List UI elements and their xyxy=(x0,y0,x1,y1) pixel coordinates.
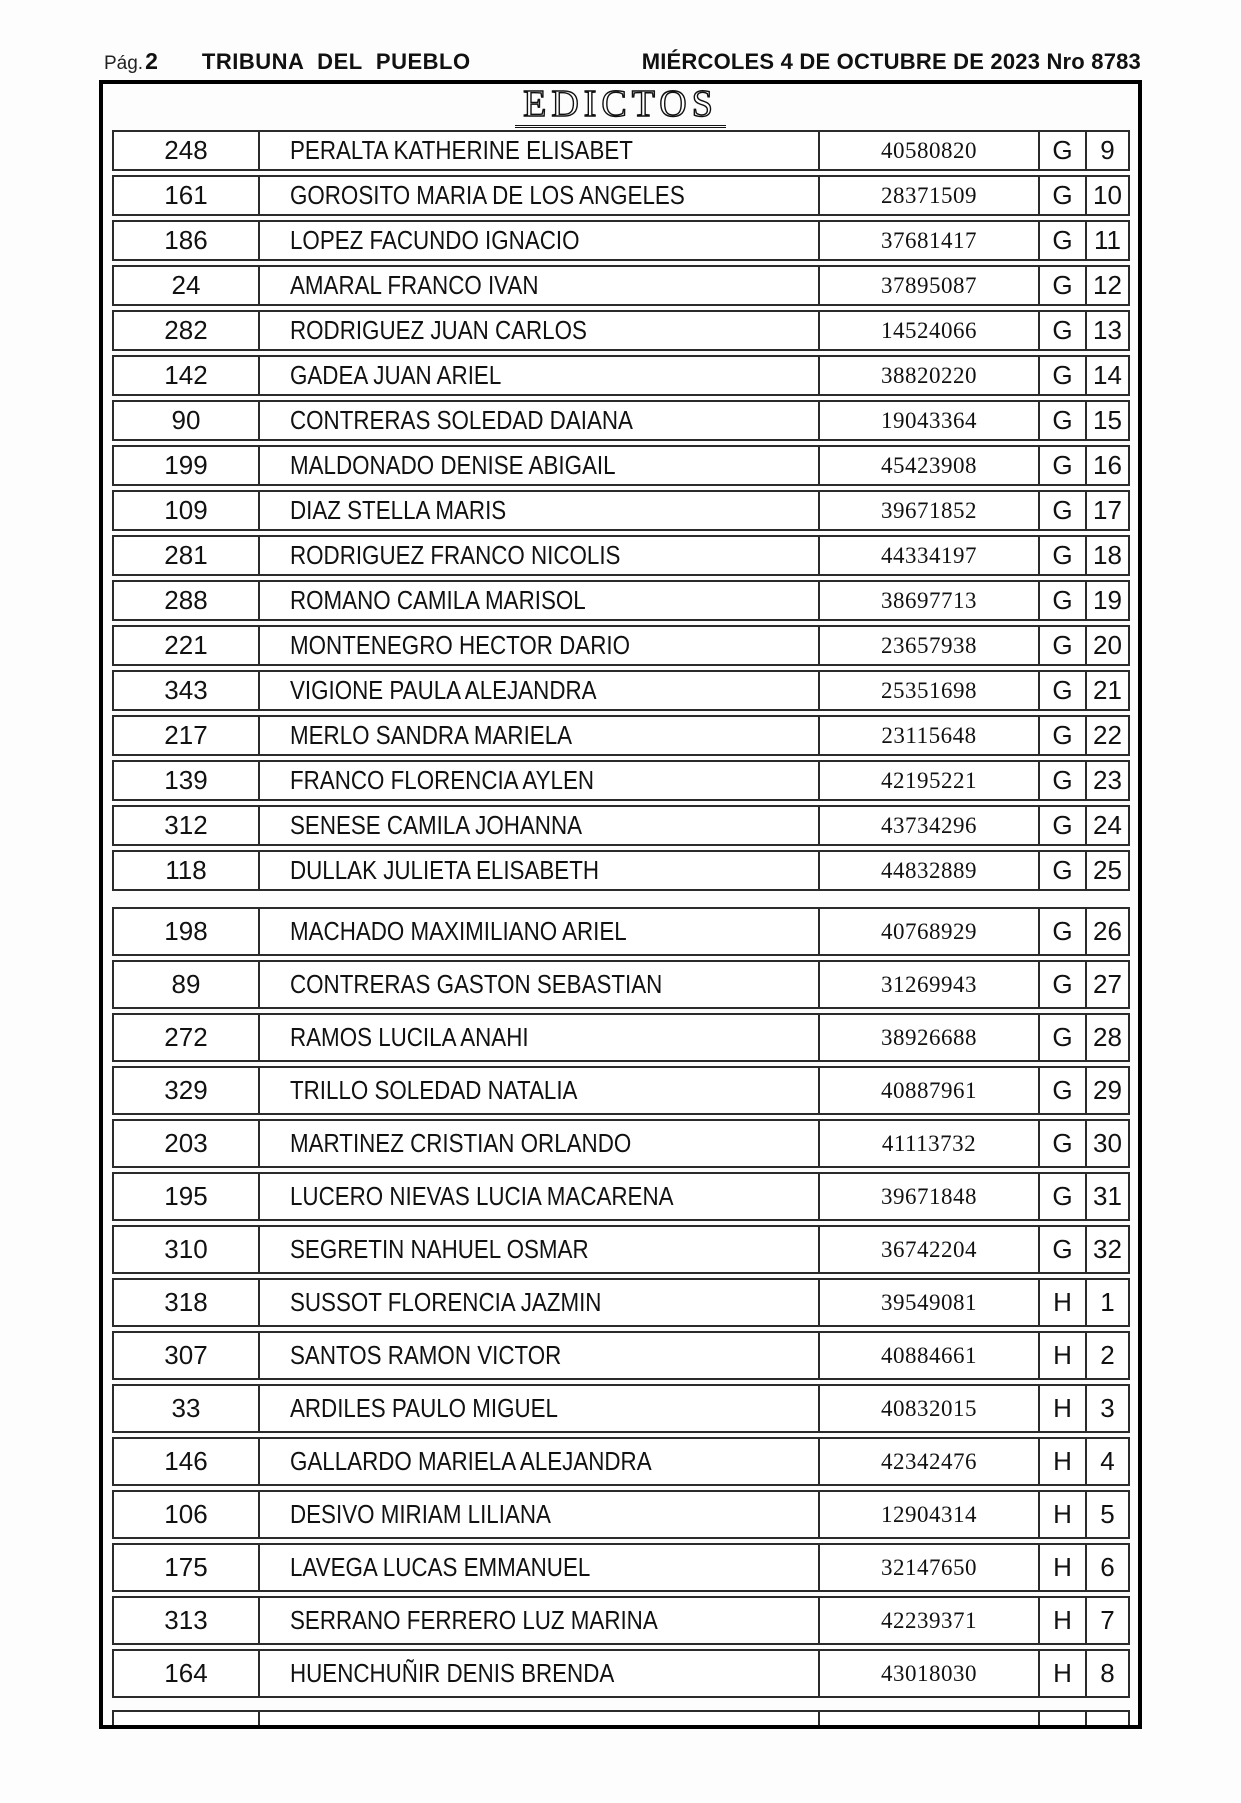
row-person-name-text: GALLARDO MARIELA ALEJANDRA xyxy=(290,1446,652,1476)
row-order-number: 106 xyxy=(114,1492,260,1537)
row-order-number: 312 xyxy=(114,807,260,844)
table-row xyxy=(112,1384,1130,1433)
row-dni-number: 38926688 xyxy=(820,1015,1040,1060)
row-seq-number: 30 xyxy=(1093,1128,1122,1158)
row-group-letter: G xyxy=(1040,402,1087,439)
row-person-name xyxy=(260,1121,820,1166)
row-seq-number: 26 xyxy=(1093,916,1122,946)
row-person-name xyxy=(260,312,820,349)
row-dni-number: 43734296 xyxy=(820,807,1040,844)
row-group-letter: G xyxy=(1040,1015,1087,1060)
page-label: Pág. xyxy=(104,53,144,74)
row-dni-number: 40884661 xyxy=(820,1333,1040,1378)
row-order-number xyxy=(114,1712,260,1729)
table-row xyxy=(112,1490,1130,1539)
row-group-letter: G xyxy=(1040,1121,1087,1166)
row-group-letter xyxy=(1040,1712,1087,1729)
row-order-number: 199 xyxy=(114,447,260,484)
row-order-number: 118 xyxy=(114,852,260,889)
row-seq-number: 15 xyxy=(1093,405,1122,435)
row-group-letter: G xyxy=(1040,177,1087,214)
page-number: 2 xyxy=(145,48,158,74)
table-row xyxy=(112,1066,1130,1115)
row-dni-number: 40832015 xyxy=(820,1386,1040,1431)
row-group-letter: H xyxy=(1040,1439,1087,1484)
row-dni-number: 36742204 xyxy=(820,1227,1040,1272)
row-seq-number xyxy=(1087,1712,1128,1729)
clipped-next-row xyxy=(112,1710,1130,1729)
row-person-name xyxy=(260,1712,820,1729)
row-order-number: 248 xyxy=(114,132,260,169)
row-person-name xyxy=(260,909,820,954)
section-title-wrap xyxy=(103,84,1138,130)
row-person-name-text: LOPEZ FACUNDO IGNACIO xyxy=(290,225,580,255)
row-group-letter: G xyxy=(1040,762,1087,799)
row-person-name xyxy=(260,537,820,574)
row-person-name-text: ROMANO CAMILA MARISOL xyxy=(290,585,586,615)
row-person-name xyxy=(260,1068,820,1113)
row-dni-number: 28371509 xyxy=(820,177,1040,214)
row-order-number: 198 xyxy=(114,909,260,954)
table-row xyxy=(112,175,1130,216)
row-person-name-text: DESIVO MIRIAM LILIANA xyxy=(290,1499,551,1529)
row-order-number: 146 xyxy=(114,1439,260,1484)
row-person-name xyxy=(260,627,820,664)
row-group-letter: G xyxy=(1040,1174,1087,1219)
row-order-number: 343 xyxy=(114,672,260,709)
row-seq-number: 24 xyxy=(1093,810,1122,840)
row-person-name-text: MACHADO MAXIMILIANO ARIEL xyxy=(290,916,627,946)
row-person-name-text: DULLAK JULIETA ELISABETH xyxy=(290,855,600,885)
row-order-number: 33 xyxy=(114,1386,260,1431)
row-group-letter: G xyxy=(1040,717,1087,754)
row-seq-number: 10 xyxy=(1093,180,1122,210)
row-person-name xyxy=(260,807,820,844)
table-row xyxy=(112,130,1130,171)
row-person-name xyxy=(260,357,820,394)
row-person-name xyxy=(260,1227,820,1272)
row-seq-number: 13 xyxy=(1093,315,1122,345)
row-person-name xyxy=(260,1598,820,1643)
edicts-table-top xyxy=(112,130,1130,891)
row-group-letter: H xyxy=(1040,1280,1087,1325)
row-person-name xyxy=(260,177,820,214)
row-order-number: 186 xyxy=(114,222,260,259)
row-seq-number: 16 xyxy=(1093,450,1122,480)
row-seq-number: 27 xyxy=(1093,969,1122,999)
row-seq-number: 12 xyxy=(1093,270,1122,300)
row-person-name xyxy=(260,1015,820,1060)
row-group-letter: G xyxy=(1040,447,1087,484)
table-row xyxy=(112,907,1130,956)
row-seq-number: 32 xyxy=(1093,1234,1122,1264)
row-seq-number: 14 xyxy=(1093,360,1122,390)
row-seq-number: 28 xyxy=(1093,1022,1122,1052)
table-row xyxy=(112,760,1130,801)
row-seq-number: 19 xyxy=(1093,585,1122,615)
row-order-number: 195 xyxy=(114,1174,260,1219)
row-person-name xyxy=(260,1333,820,1378)
row-dni-number: 38697713 xyxy=(820,582,1040,619)
row-seq-number: 21 xyxy=(1093,675,1122,705)
row-dni-number: 19043364 xyxy=(820,402,1040,439)
table-row xyxy=(112,490,1130,531)
row-seq-number: 29 xyxy=(1093,1075,1122,1105)
row-person-name-text: MERLO SANDRA MARIELA xyxy=(290,720,573,750)
row-seq-number: 7 xyxy=(1100,1605,1115,1635)
table-row xyxy=(112,1013,1130,1062)
row-person-name xyxy=(260,852,820,889)
row-dni-number: 39671848 xyxy=(820,1174,1040,1219)
row-person-name xyxy=(260,402,820,439)
table-row xyxy=(112,355,1130,396)
row-order-number: 217 xyxy=(114,717,260,754)
row-seq-number: 11 xyxy=(1094,225,1121,255)
row-person-name-text: VIGIONE PAULA ALEJANDRA xyxy=(290,675,597,705)
row-person-name xyxy=(260,1651,820,1696)
row-group-letter: G xyxy=(1040,357,1087,394)
row-dni-number xyxy=(820,1712,1040,1729)
table-row xyxy=(112,220,1130,261)
row-seq-number: 6 xyxy=(1100,1552,1115,1582)
row-dni-number: 45423908 xyxy=(820,447,1040,484)
row-person-name xyxy=(260,447,820,484)
row-dni-number: 44832889 xyxy=(820,852,1040,889)
row-person-name-text: SERRANO FERRERO LUZ MARINA xyxy=(290,1605,658,1635)
row-group-letter: H xyxy=(1040,1386,1087,1431)
row-person-name xyxy=(260,1174,820,1219)
row-dni-number: 12904314 xyxy=(820,1492,1040,1537)
row-person-name-text: ARDILES PAULO MIGUEL xyxy=(290,1393,558,1423)
row-order-number: 139 xyxy=(114,762,260,799)
row-person-name-text: AMARAL FRANCO IVAN xyxy=(290,270,539,300)
table-row xyxy=(112,310,1130,351)
row-person-name-text: SEGRETIN NAHUEL OSMAR xyxy=(290,1234,589,1264)
table-row xyxy=(112,960,1130,1009)
table-row xyxy=(112,535,1130,576)
row-dni-number: 44334197 xyxy=(820,537,1040,574)
row-dni-number: 23657938 xyxy=(820,627,1040,664)
row-person-name-text: CONTRERAS SOLEDAD DAIANA xyxy=(290,405,633,435)
row-order-number: 281 xyxy=(114,537,260,574)
row-person-name xyxy=(260,717,820,754)
row-person-name xyxy=(260,672,820,709)
row-dni-number: 31269943 xyxy=(820,962,1040,1007)
row-person-name xyxy=(260,492,820,529)
table-row xyxy=(112,670,1130,711)
row-person-name-text: SANTOS RAMON VICTOR xyxy=(290,1340,562,1370)
row-dni-number: 39671852 xyxy=(820,492,1040,529)
row-order-number: 282 xyxy=(114,312,260,349)
table-row xyxy=(112,1278,1130,1327)
row-dni-number: 40768929 xyxy=(820,909,1040,954)
row-seq-number: 9 xyxy=(1100,135,1115,165)
row-group-letter: G xyxy=(1040,962,1087,1007)
row-person-name-text: RODRIGUEZ FRANCO NICOLIS xyxy=(290,540,621,570)
table-row xyxy=(112,1596,1130,1645)
row-order-number: 142 xyxy=(114,357,260,394)
row-order-number: 164 xyxy=(114,1651,260,1696)
row-dni-number: 42239371 xyxy=(820,1598,1040,1643)
table-row xyxy=(112,850,1130,891)
row-seq-number: 4 xyxy=(1100,1446,1115,1476)
row-person-name-text: SENESE CAMILA JOHANNA xyxy=(290,810,583,840)
row-order-number: 161 xyxy=(114,177,260,214)
row-order-number: 288 xyxy=(114,582,260,619)
row-group-letter: H xyxy=(1040,1492,1087,1537)
row-group-letter: G xyxy=(1040,312,1087,349)
row-order-number: 318 xyxy=(114,1280,260,1325)
table-row xyxy=(112,265,1130,306)
row-dni-number: 37681417 xyxy=(820,222,1040,259)
row-dni-number: 40580820 xyxy=(820,132,1040,169)
row-group-letter: G xyxy=(1040,909,1087,954)
edicts-table-bottom xyxy=(112,907,1130,1729)
row-group-letter: G xyxy=(1040,807,1087,844)
row-seq-number: 2 xyxy=(1100,1340,1115,1370)
row-dni-number: 39549081 xyxy=(820,1280,1040,1325)
row-dni-number: 32147650 xyxy=(820,1545,1040,1590)
row-order-number: 272 xyxy=(114,1015,260,1060)
row-order-number: 175 xyxy=(114,1545,260,1590)
row-person-name-text: RAMOS LUCILA ANAHI xyxy=(290,1022,529,1052)
row-person-name xyxy=(260,1439,820,1484)
table-row xyxy=(112,1225,1130,1274)
row-person-name-text: GOROSITO MARIA DE LOS ANGELES xyxy=(290,180,685,210)
row-order-number: 89 xyxy=(114,962,260,1007)
row-group-letter: G xyxy=(1040,582,1087,619)
table-row xyxy=(112,580,1130,621)
row-person-name-text: PERALTA KATHERINE ELISABET xyxy=(290,135,633,165)
page-header-left xyxy=(104,48,471,75)
table-row xyxy=(112,1437,1130,1486)
row-person-name-text: DIAZ STELLA MARIS xyxy=(290,495,507,525)
row-order-number: 313 xyxy=(114,1598,260,1643)
table-row xyxy=(112,625,1130,666)
row-person-name-text: MONTENEGRO HECTOR DARIO xyxy=(290,630,630,660)
row-group-letter: G xyxy=(1040,672,1087,709)
row-person-name xyxy=(260,762,820,799)
row-seq-number: 31 xyxy=(1093,1181,1122,1211)
page-header xyxy=(104,48,1141,75)
row-seq-number: 22 xyxy=(1093,720,1122,750)
row-dni-number: 25351698 xyxy=(820,672,1040,709)
row-seq-number: 20 xyxy=(1093,630,1122,660)
row-person-name xyxy=(260,582,820,619)
row-group-letter: H xyxy=(1040,1651,1087,1696)
table-row xyxy=(112,805,1130,846)
row-person-name-text: MALDONADO DENISE ABIGAIL xyxy=(290,450,616,480)
row-dni-number: 14524066 xyxy=(820,312,1040,349)
row-dni-number: 42342476 xyxy=(820,1439,1040,1484)
row-dni-number: 43018030 xyxy=(820,1651,1040,1696)
row-person-name-text: LAVEGA LUCAS EMMANUEL xyxy=(290,1552,591,1582)
row-seq-number: 18 xyxy=(1093,540,1122,570)
row-seq-number: 1 xyxy=(1100,1287,1115,1317)
row-person-name xyxy=(260,1492,820,1537)
table-row xyxy=(112,1172,1130,1221)
table-row xyxy=(112,1331,1130,1380)
row-order-number: 90 xyxy=(114,402,260,439)
table-row xyxy=(112,400,1130,441)
row-seq-number: 5 xyxy=(1100,1499,1115,1529)
row-seq-number: 23 xyxy=(1093,765,1122,795)
row-order-number: 221 xyxy=(114,627,260,664)
row-person-name xyxy=(260,1280,820,1325)
row-group-letter: G xyxy=(1040,492,1087,529)
row-order-number: 329 xyxy=(114,1068,260,1113)
edicts-page-frame xyxy=(99,80,1142,1729)
row-dni-number: 23115648 xyxy=(820,717,1040,754)
row-seq-number: 17 xyxy=(1093,495,1122,525)
row-seq-number: 3 xyxy=(1100,1393,1115,1423)
row-dni-number: 42195221 xyxy=(820,762,1040,799)
row-dni-number: 41113732 xyxy=(820,1121,1040,1166)
row-order-number: 109 xyxy=(114,492,260,529)
row-order-number: 310 xyxy=(114,1227,260,1272)
row-seq-number: 25 xyxy=(1093,855,1122,885)
row-person-name xyxy=(260,1545,820,1590)
row-person-name xyxy=(260,962,820,1007)
table-row xyxy=(112,1543,1130,1592)
row-group-letter: G xyxy=(1040,132,1087,169)
row-order-number: 24 xyxy=(114,267,260,304)
table-row xyxy=(112,715,1130,756)
section-title: EDICTOS xyxy=(515,84,726,128)
row-person-name-text: MARTINEZ CRISTIAN ORLANDO xyxy=(290,1128,632,1158)
row-group-letter: G xyxy=(1040,1068,1087,1113)
table-row xyxy=(112,1649,1130,1698)
row-group-letter: H xyxy=(1040,1598,1087,1643)
publication-title: TRIBUNA DEL PUEBLO xyxy=(201,49,471,74)
row-person-name-text: GADEA JUAN ARIEL xyxy=(290,360,502,390)
row-group-letter: G xyxy=(1040,222,1087,259)
row-person-name-text: SUSSOT FLORENCIA JAZMIN xyxy=(290,1287,602,1317)
table-row xyxy=(112,445,1130,486)
row-group-letter: H xyxy=(1040,1333,1087,1378)
row-seq-number: 8 xyxy=(1100,1658,1115,1688)
table-row xyxy=(112,1119,1130,1168)
row-person-name xyxy=(260,267,820,304)
row-person-name-text: TRILLO SOLEDAD NATALIA xyxy=(290,1075,578,1105)
row-group-letter: H xyxy=(1040,1545,1087,1590)
row-person-name-text: CONTRERAS GASTON SEBASTIAN xyxy=(290,969,663,999)
row-dni-number: 37895087 xyxy=(820,267,1040,304)
row-person-name-text: FRANCO FLORENCIA AYLEN xyxy=(290,765,595,795)
row-dni-number: 40887961 xyxy=(820,1068,1040,1113)
row-group-letter: G xyxy=(1040,537,1087,574)
row-group-letter: G xyxy=(1040,267,1087,304)
issue-date-line: MIÉRCOLES 4 DE OCTUBRE DE 2023 Nro 8783 xyxy=(641,49,1141,74)
row-person-name-text: LUCERO NIEVAS LUCIA MACARENA xyxy=(290,1181,674,1211)
row-order-number: 307 xyxy=(114,1333,260,1378)
row-person-name xyxy=(260,222,820,259)
row-person-name xyxy=(260,1386,820,1431)
row-person-name-text: HUENCHUÑIR DENIS BRENDA xyxy=(290,1658,615,1688)
row-group-letter: G xyxy=(1040,1227,1087,1272)
row-group-letter: G xyxy=(1040,627,1087,664)
row-person-name xyxy=(260,132,820,169)
row-dni-number: 38820220 xyxy=(820,357,1040,394)
row-person-name-text: RODRIGUEZ JUAN CARLOS xyxy=(290,315,587,345)
row-order-number: 203 xyxy=(114,1121,260,1166)
row-group-letter: G xyxy=(1040,852,1087,889)
